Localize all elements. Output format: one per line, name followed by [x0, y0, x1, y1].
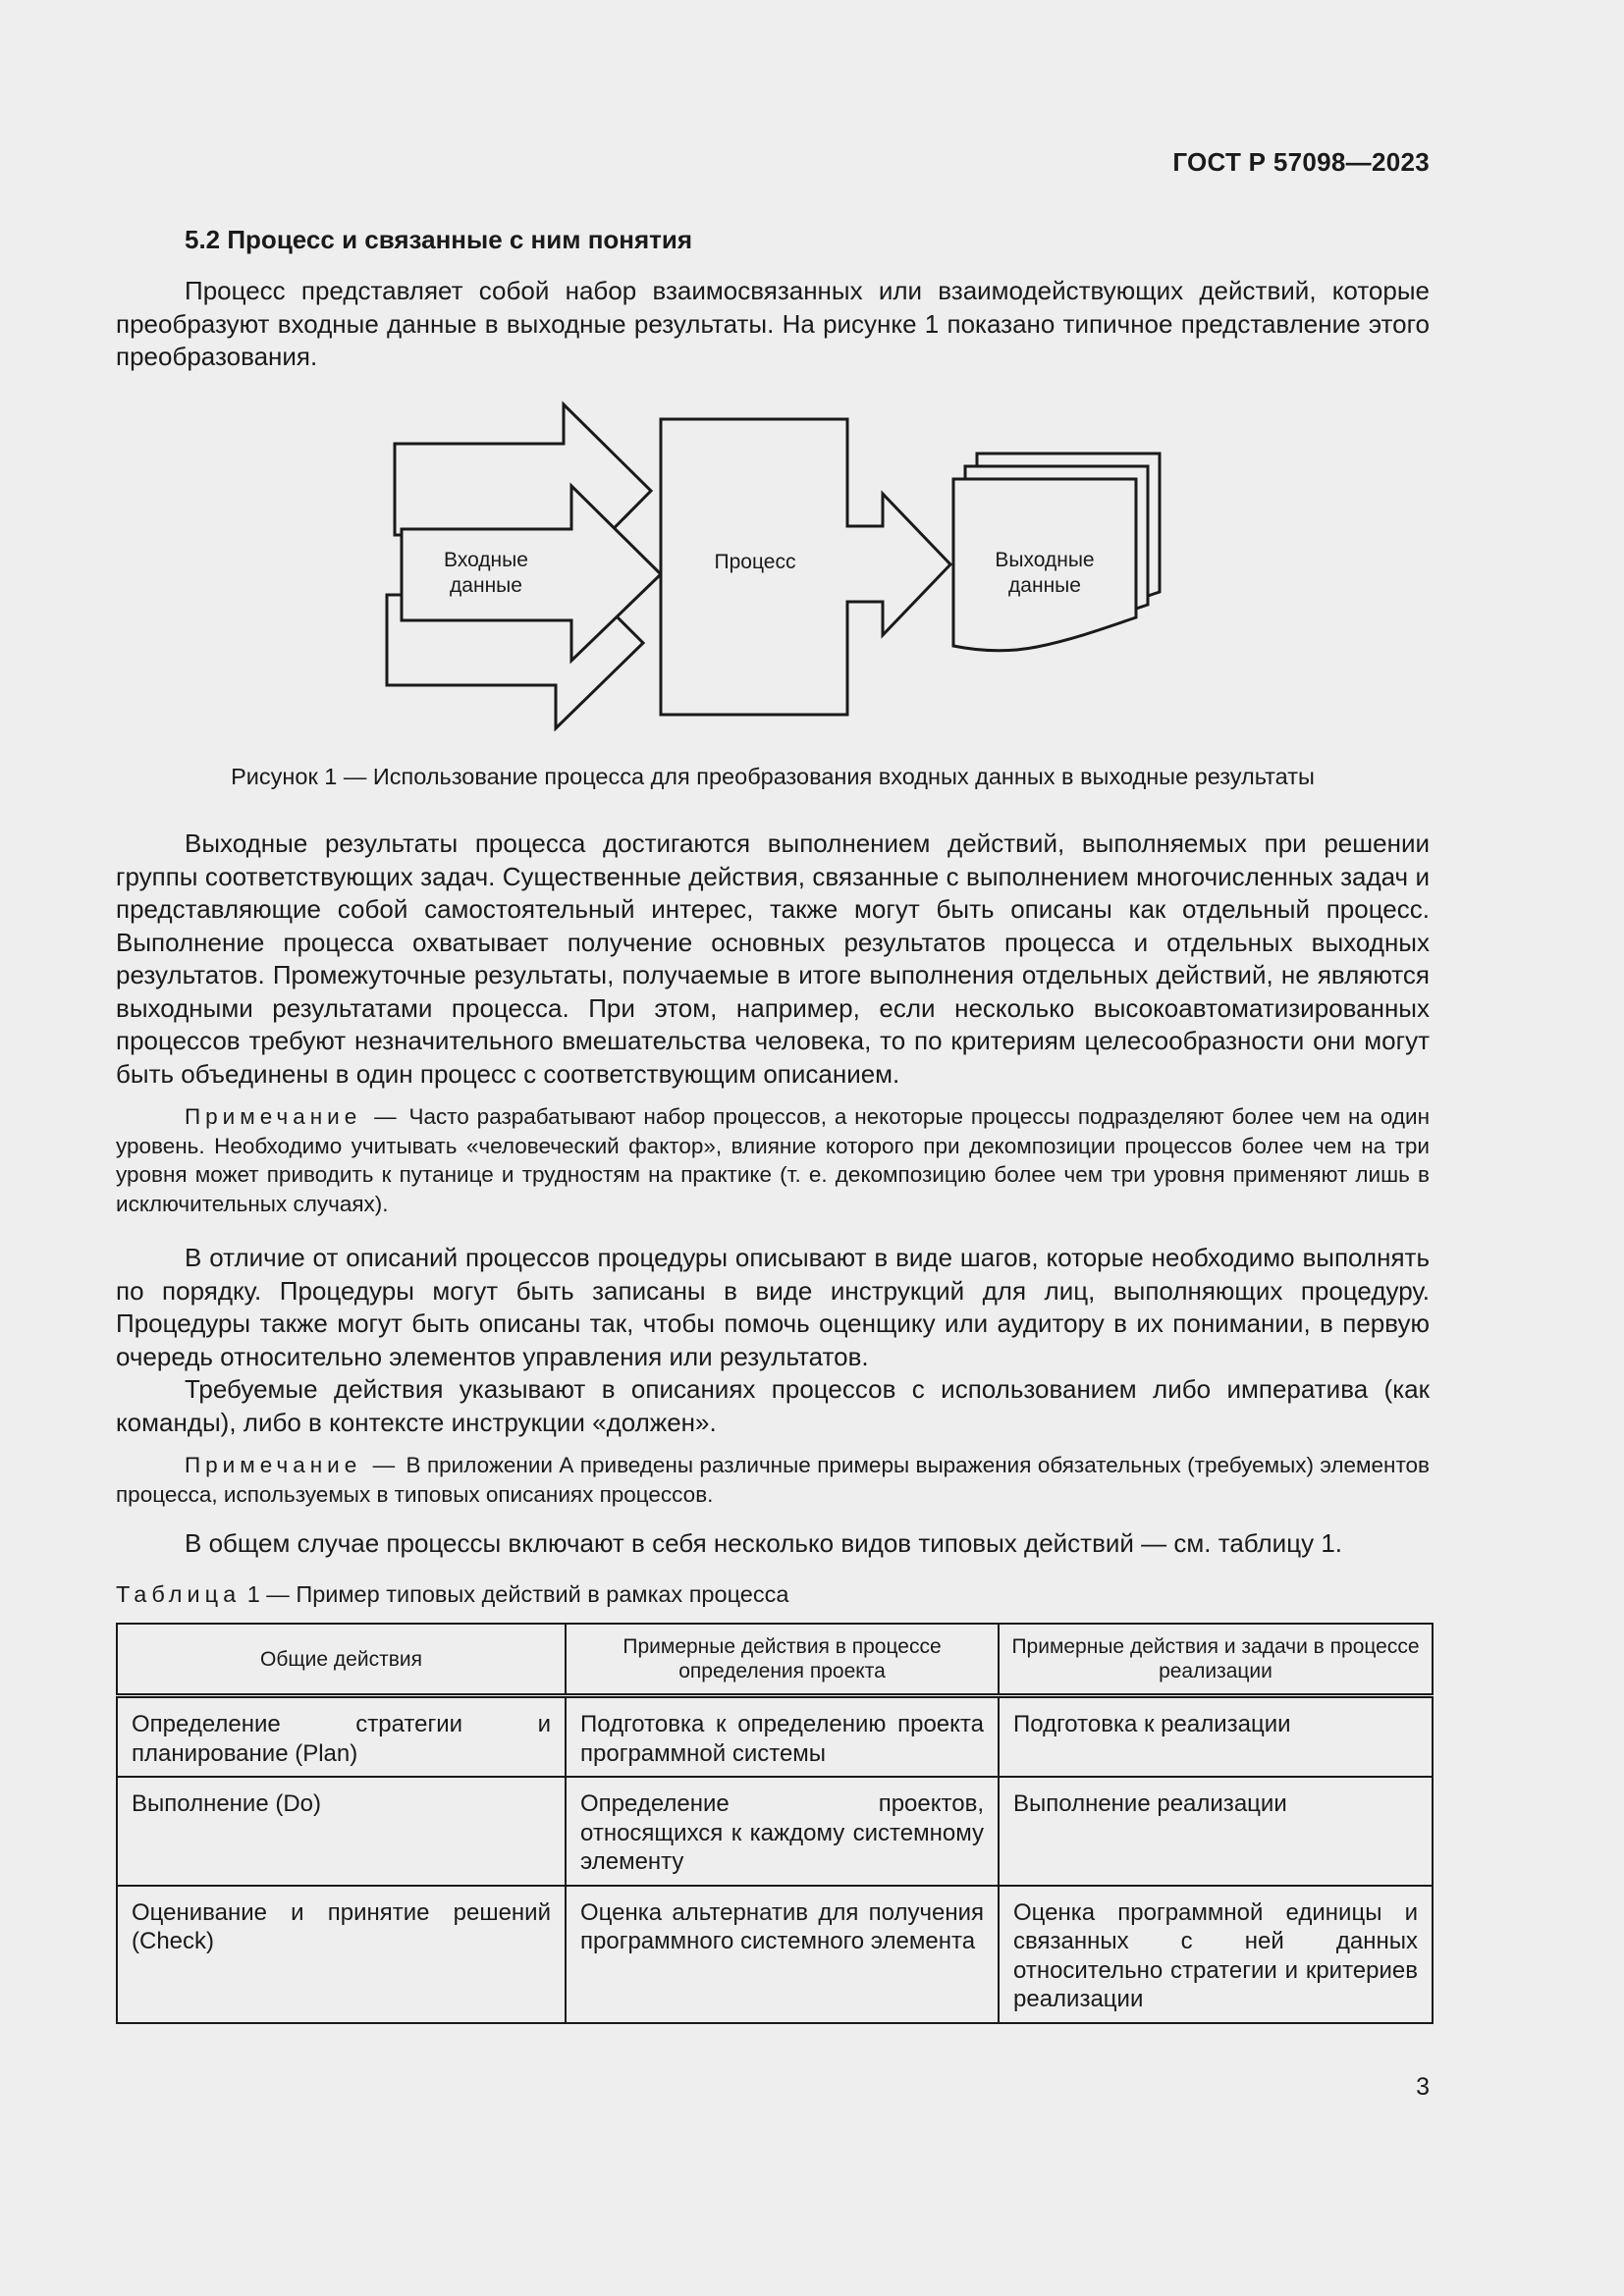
input-label-line2: данные	[450, 574, 522, 597]
note-2	[116, 1451, 1430, 1509]
table-header-cell: Общие действия	[117, 1624, 566, 1696]
page-number: 3	[1416, 2073, 1430, 2101]
paragraph-table-ref: В общем случае процессы включают в себя несколько видов типовых действий — см. таблицу 1.	[185, 1528, 1343, 1558]
table-cell: Оценка альтернатив для получения программного системного элемента	[566, 1886, 999, 2023]
table-header-cell: Примерные действия и задачи в процессе реализации	[999, 1624, 1433, 1696]
table-cell: Определение стратегии и планирование (Plan)	[117, 1696, 566, 1778]
table-caption-text: 1 — Пример типовых действий в рамках процесса	[246, 1581, 789, 1607]
actions-table	[116, 1623, 1434, 2024]
figure-process-diagram	[373, 398, 1178, 731]
output-label-line2: данные	[1008, 574, 1081, 597]
note-1	[116, 1102, 1430, 1218]
table-cell: Подготовка к реализации	[999, 1696, 1433, 1778]
process-label: Процесс	[714, 551, 796, 573]
table-row	[117, 1886, 1433, 2023]
note-label: Примечание —	[185, 1104, 402, 1129]
document-id: ГОСТ Р 57098—2023	[1172, 147, 1430, 177]
paragraph-required-actions: Требуемые действия указывают в описаниях процессов с использованием либо императива (как команды), либо в контексте инструкции «должен».	[116, 1374, 1430, 1437]
input-label-line1: Входные	[444, 549, 528, 571]
figure-caption: Рисунок 1 — Использование процесса для преобразования входных данных в выходные результаты	[231, 764, 1315, 789]
paragraph-intro: Процесс представляет собой набор взаимосвязанных или взаимодействующих действий, которые преобразуют входные данные в выходные результаты. На рисунке 1 показано типичное представление этого преобразования.	[116, 276, 1430, 371]
table-cell: Подготовка к определению проекта программной системы	[566, 1696, 999, 1778]
paragraph-procedures: В отличие от описаний процессов процедуры описывают в виде шагов, которые необходимо выполнять по порядку. Процедуры могут быть записаны в виде инструкций для лиц, выполняющих процедуру. Процедуры также могут быть описаны так, чтобы помочь оценщику или аудитору в их понимании, в первую очередь относительно элементов управления или результатов.	[116, 1243, 1430, 1371]
table-cell: Оценивание и принятие решений (Check)	[117, 1886, 566, 2023]
table-caption-label: Таблица	[116, 1581, 242, 1607]
table-cell: Оценка программной единицы и связанных с ней данных относительно стратегии и критериев реализации	[999, 1886, 1433, 2023]
table-cell: Определение проектов, относящихся к каждому системному элементу	[566, 1777, 999, 1886]
table-row	[117, 1777, 1433, 1886]
note-label: Примечание —	[185, 1453, 401, 1477]
table-cell: Выполнение реализации	[999, 1777, 1433, 1886]
note-2-text: В приложении А приведены различные примеры выражения обязательных (требуемых) элементов процесса, используемых в типовых описаниях процессов.	[116, 1453, 1430, 1507]
table-header-cell: Примерные действия в процессе определения проекта	[566, 1624, 999, 1696]
table-row	[117, 1696, 1433, 1778]
table-caption	[116, 1581, 788, 1608]
section-title: 5.2 Процесс и связанные с ним понятия	[185, 225, 693, 254]
table-cell: Выполнение (Do)	[117, 1777, 566, 1886]
output-label-line1: Выходные	[995, 549, 1095, 571]
note-1-text: Часто разрабатывают набор процессов, а некоторые процессы подразделяют более чем на один уровень. Необходимо учитывать «человеческий фактор», влияние которого при декомпозиции процессов более чем на три уровня может приводить к путанице и трудностям на практике (т. е. декомпозицию более чем три уровня применяют лишь в исключительных случаях).	[116, 1104, 1430, 1216]
paragraph-results: Выходные результаты процесса достигаются выполнением действий, выполняемых при решении группы соответствующих задач. Существенные действия, связанные с выполнением многочисленных задач и представляющие собой самостоятельный интерес, также могут быть описаны как отдельный процесс. Выполнение процесса охватывает получение основных результатов процесса и отдельных выходных результатов. Промежуточные результаты, получаемые в итоге выполнения отдельных действий, не являются выходными результатами процесса. При этом, например, если несколько высокоавтоматизированных процессов требуют незначительного вмешательства человека, то по критериям целесообразности они могут быть объединены в один процесс с соответствующим описанием.	[116, 828, 1430, 1089]
table-header-row	[117, 1624, 1433, 1696]
process-block	[661, 419, 950, 715]
